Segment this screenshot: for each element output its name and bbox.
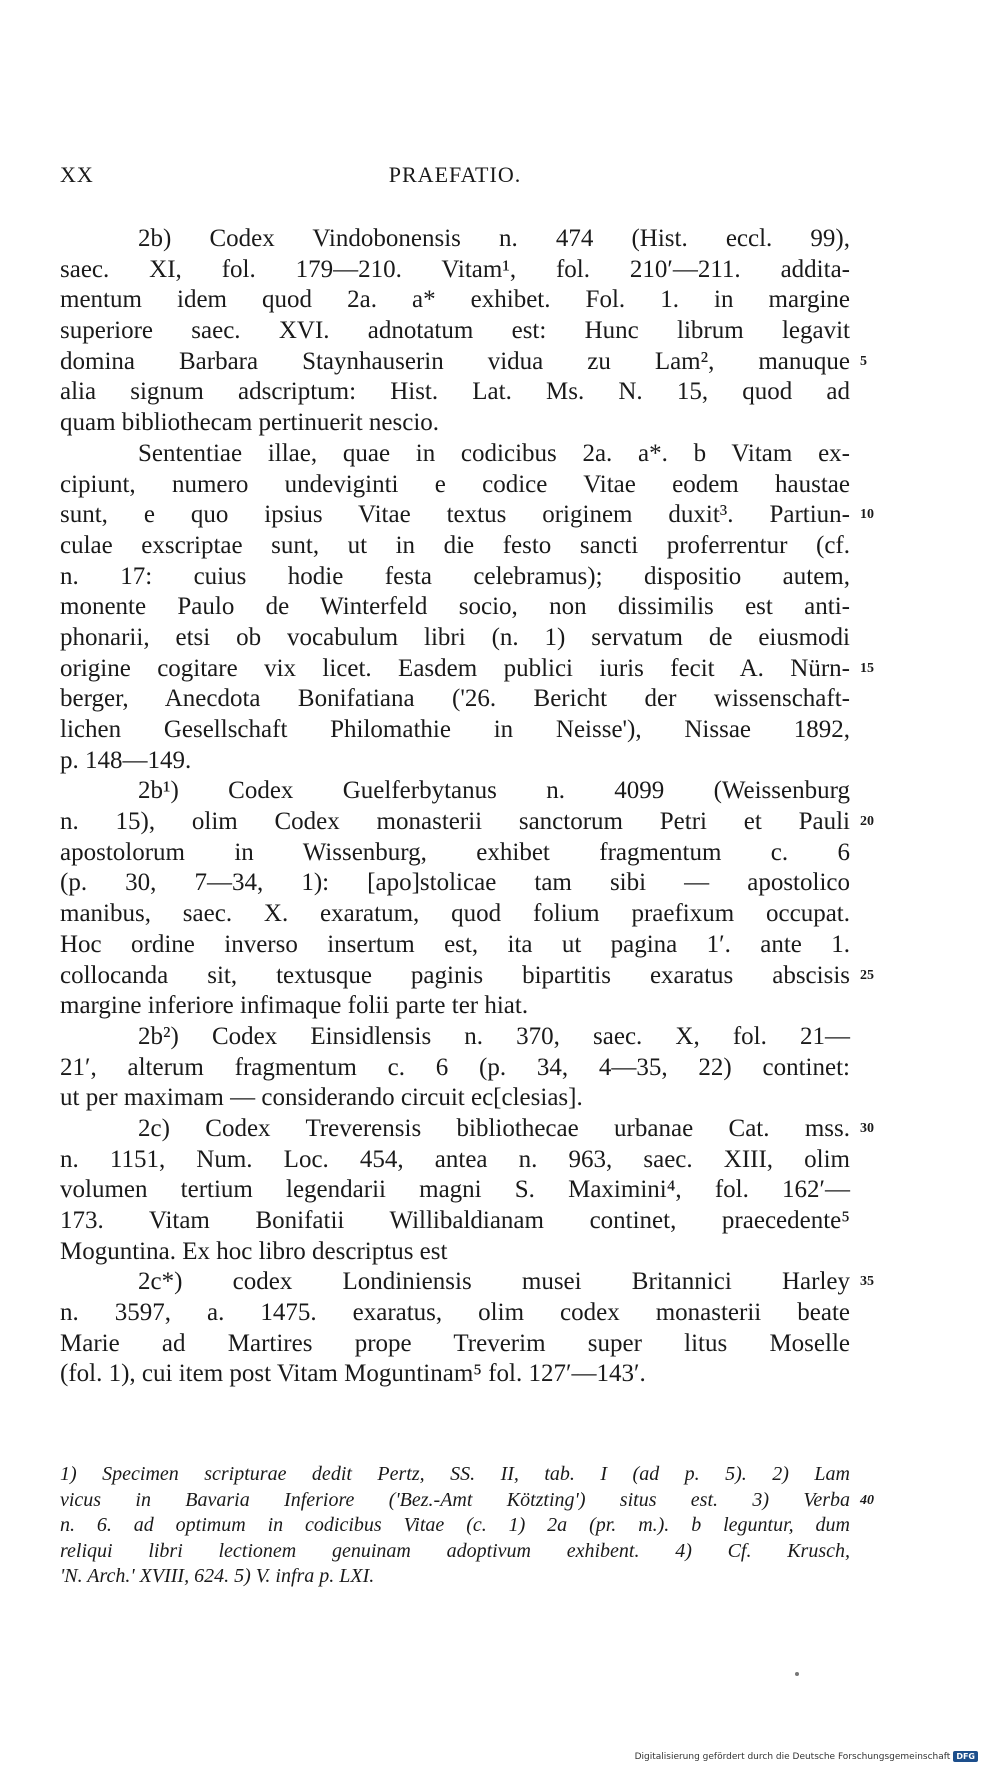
text-line: [60, 899, 850, 930]
text-line: [60, 592, 850, 623]
dfg-logo-icon: DFG: [953, 1751, 978, 1762]
text-line: [60, 470, 850, 501]
footnote-line: [60, 1488, 874, 1514]
line-text: p. 148—149.: [60, 746, 192, 774]
line-text: Sententiae illae, quae in codicibus 2a. a*. b Vitam ex-: [138, 439, 850, 467]
text-line: [60, 285, 850, 316]
line-text: 2c*) codex Londiniensis musei Britannici Harley: [138, 1268, 850, 1296]
footnote-text: 'N. Arch.' XVIII, 624. 5) V. infra p. LXI.: [60, 1565, 375, 1587]
text-line: [60, 439, 850, 470]
line-text: collocanda sit, textusque paginis bipartitis exaratus abscisis: [60, 961, 850, 989]
text-line: [60, 868, 850, 899]
text-line: [60, 746, 850, 777]
text-line: [60, 623, 850, 654]
text-line: [60, 1145, 850, 1176]
line-text: n. 15), olim Codex monasterii sanctorum Petri et Pauli: [60, 808, 850, 836]
text-line: [60, 408, 850, 439]
text-line: [60, 1206, 850, 1237]
line-text: n. 17: cuius hodie festa celebramus); dispositio autem,: [60, 562, 850, 590]
footnote-text: 1) Specimen scripturae dedit Pertz, SS. II, tab. I (ad p. 5). 2) Lam: [60, 1463, 850, 1485]
line-number: 25: [860, 967, 874, 983]
line-text: manibus, saec. X. exaratum, quod folium praefixum occupat.: [60, 900, 850, 928]
footnote-text: n. 6. ad optimum in codicibus Vitae (c. 1) 2a (pr. m.). b leguntur, dum: [60, 1514, 850, 1536]
text-line: [60, 684, 850, 715]
text-line: [60, 776, 850, 807]
line-text: (p. 30, 7—34, 1): [apo]stolicae tam sibi — apostolico: [60, 869, 850, 897]
text-line: [60, 838, 850, 869]
footnote-line: [60, 1564, 850, 1590]
line-number: 35: [860, 1274, 874, 1290]
line-text: quam bibliothecam pertinuerit nescio.: [60, 409, 440, 437]
dust-speck: [795, 1672, 799, 1676]
line-text: 2c) Codex Treverensis bibliothecae urbanae Cat. mss.: [138, 1114, 850, 1142]
line-text: superiore saec. XVI. adnotatum est: Hunc librum legavit: [60, 317, 850, 345]
page-title: PRAEFATIO.: [388, 162, 522, 187]
text-line: [60, 1237, 850, 1268]
line-text: 2b¹) Codex Guelferbytanus n. 4099 (Weissenburg: [138, 777, 850, 805]
footnote-text: vicus in Bavaria Inferiore ('Bez.-Amt Kötzting') situs est. 3) Verba: [60, 1488, 850, 1511]
footnotes: [60, 1462, 874, 1590]
line-text: (fol. 1), cui item post Vitam Moguntinam⁵ fol. 127′—143′.: [60, 1360, 646, 1388]
line-number: 10: [860, 507, 874, 523]
text-line: [60, 1359, 850, 1390]
digitization-credit: [635, 1751, 978, 1762]
line-number: 40: [860, 1492, 874, 1508]
text-line: [60, 500, 874, 531]
text-line: [60, 930, 850, 961]
text-line: [60, 1329, 850, 1360]
line-text: lichen Gesellschaft Philomathie in Neisse'), Nissae 1892,: [60, 716, 850, 743]
text-line: [60, 1083, 850, 1114]
line-text: ut per maximam — considerando circuit ec[clesias].: [60, 1084, 583, 1112]
footnote-line: [60, 1513, 850, 1539]
line-text: 173. Vitam Bonifatii Willibaldianam continet, praecedente⁵: [60, 1207, 850, 1234]
line-number: 30: [860, 1120, 874, 1136]
page-number: XX: [60, 162, 94, 187]
line-text: saec. XI, fol. 179—210. Vitam¹, fol. 210′—211. addita-: [60, 255, 850, 283]
line-text: origine cogitare vix licet. Easdem publici iuris fecit A. Nürn-: [60, 654, 850, 682]
line-text: domina Barbara Staynhauserin vidua zu Lam², manuque: [60, 347, 850, 375]
text-line: [60, 1114, 874, 1145]
text-line: [60, 961, 874, 992]
line-text: monente Paulo de Winterfeld socio, non dissimilis est anti-: [60, 593, 850, 621]
line-number: 20: [860, 814, 874, 830]
line-text: sunt, e quo ipsius Vitae textus originem duxit³. Partiun-: [60, 501, 850, 529]
text-line: [60, 654, 874, 685]
text-line: [60, 807, 874, 838]
line-text: Marie ad Martires prope Treverim super litus Moselle: [60, 1329, 850, 1357]
text-line: [60, 531, 850, 562]
text-line: [60, 991, 850, 1022]
line-text: phonarii, etsi ob vocabulum libri (n. 1) servatum de eiusmodi: [60, 623, 850, 651]
line-text: 2b) Codex Vindobonensis n. 474 (Hist. eccl. 99),: [138, 225, 850, 252]
footnote-line: [60, 1462, 850, 1488]
line-text: apostolorum in Wissenburg, exhibet fragmentum c. 6: [60, 838, 850, 866]
text-line: [60, 1298, 850, 1329]
line-text: volumen tertium legendarii magni S. Maximini⁴, fol. 162′—: [60, 1176, 850, 1204]
line-text: culae exscriptae sunt, ut in die festo sancti proferrentur (cf.: [60, 531, 850, 559]
line-text: 2b²) Codex Einsidlensis n. 370, saec. X, fol. 21—: [138, 1022, 850, 1050]
line-text: margine inferiore infimaque folii parte ter hiat.: [60, 992, 529, 1020]
line-text: n. 1151, Num. Loc. 454, antea n. 963, saec. XIII, olim: [60, 1145, 850, 1173]
line-text: 21′, alterum fragmentum c. 6 (p. 34, 4—35, 22) continet:: [60, 1053, 850, 1081]
text-line: [60, 715, 850, 746]
text-line: [60, 562, 850, 593]
line-text: Hoc ordine inverso insertum est, ita ut pagina 1′. ante 1.: [60, 930, 850, 958]
text-line: [60, 1175, 850, 1206]
text-line: [60, 316, 850, 347]
text-line: [60, 224, 850, 255]
text-line: [60, 1022, 850, 1053]
text-line: [60, 1267, 874, 1298]
text-line: [60, 377, 850, 408]
text-line: [60, 1053, 850, 1084]
text-line: [60, 347, 867, 378]
line-text: berger, Anecdota Bonifatiana ('26. Bericht der wissenschaft-: [60, 685, 850, 713]
line-text: cipiunt, numero undeviginti e codice Vitae eodem haustae: [60, 470, 850, 498]
line-text: mentum idem quod 2a. a* exhibet. Fol. 1. in margine: [60, 286, 850, 314]
credit-text: Digitalisierung gefördert durch die Deutsche Forschungsgemeinschaft: [634, 1751, 951, 1762]
body-text: [60, 224, 874, 1390]
footnote-line: [60, 1539, 850, 1565]
line-text: Moguntina. Ex hoc libro descriptus est: [60, 1237, 448, 1265]
line-number: 15: [860, 660, 874, 676]
footnote-text: reliqui libri lectionem genuinam adoptivum exhibent. 4) Cf. Krusch,: [60, 1539, 850, 1562]
line-text: n. 3597, a. 1475. exaratus, olim codex monasterii beate: [60, 1299, 850, 1327]
line-number: 5: [860, 353, 867, 369]
line-text: alia signum adscriptum: Hist. Lat. Ms. N. 15, quod ad: [60, 378, 850, 406]
text-line: [60, 255, 850, 286]
